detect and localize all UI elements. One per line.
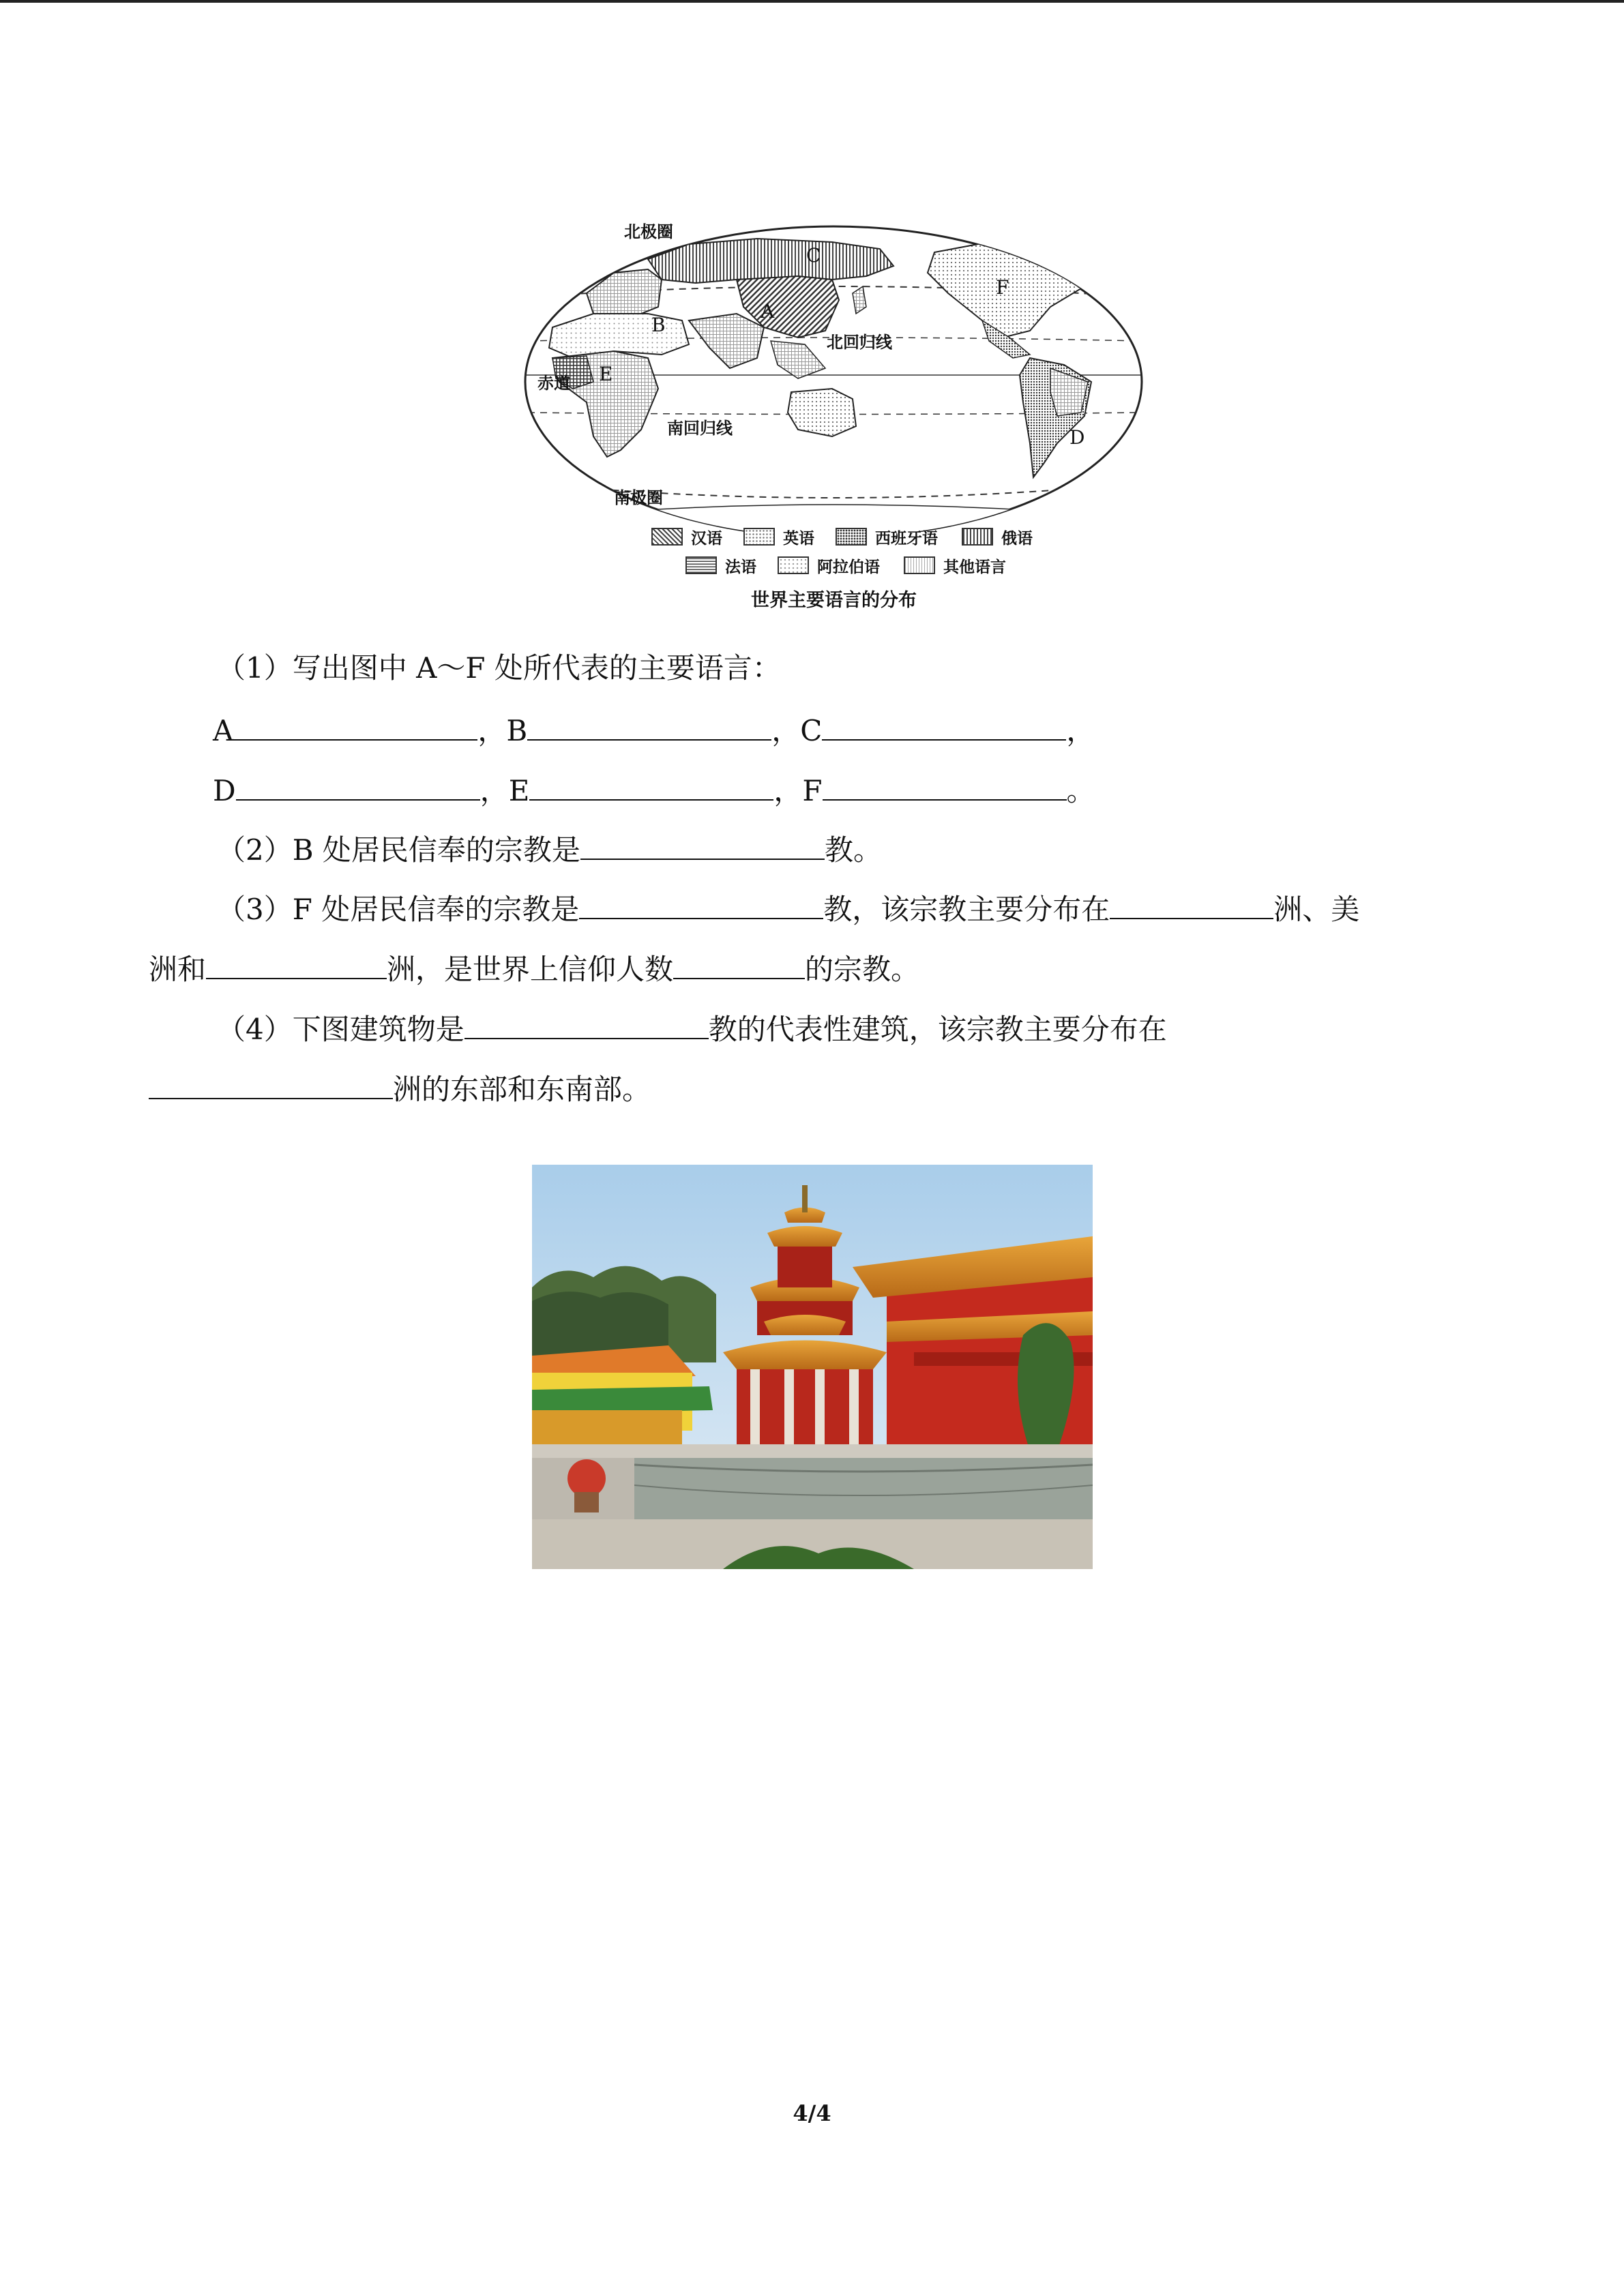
- map-letter-d: D: [1069, 426, 1085, 449]
- legend-item: 俄语: [962, 525, 1033, 548]
- map-letter-e: E: [599, 363, 613, 385]
- answer-blank-q2-religion[interactable]: [580, 829, 825, 860]
- antarctic-circle-label: 南极圈: [614, 488, 663, 507]
- legend-item: 法语: [685, 554, 756, 577]
- arctic-circle-label: 北极圈: [624, 222, 673, 241]
- map-letter-b: B: [651, 314, 666, 336]
- map-letter-a: A: [761, 300, 775, 323]
- answer-blank-c[interactable]: [822, 709, 1066, 741]
- question-1-prompt: （1）写出图中 A～F 处所代表的主要语言：: [217, 651, 781, 685]
- answer-blank-b[interactable]: [527, 709, 771, 741]
- answer-blank-a[interactable]: [233, 709, 477, 741]
- equator-label: 赤道: [537, 373, 570, 393]
- question-2: （2）B 处居民信奉的宗教是 教。: [217, 829, 882, 871]
- answer-blank-q3-continent-2[interactable]: [206, 948, 387, 979]
- question-3-line-2: 洲和 洲，是世界上信仰人数 的宗教。: [149, 948, 919, 990]
- question-1-row-2: D ，E ，F 。: [213, 769, 1095, 811]
- legend-item: 英语: [743, 525, 814, 548]
- legend-item: 西班牙语: [836, 525, 938, 548]
- tropic-of-capricorn-label: 南回归线: [667, 418, 733, 438]
- answer-blank-q3-religion[interactable]: [579, 888, 823, 919]
- answer-blank-q4-religion[interactable]: [464, 1008, 709, 1039]
- world-language-map-figure: [512, 211, 1156, 621]
- question-3-line-1: （3）F 处居民信奉的宗教是 教，该宗教主要分布在 洲、美: [217, 888, 1359, 930]
- answer-blank-f[interactable]: [823, 769, 1067, 801]
- page-number: 4/4: [793, 2100, 831, 2126]
- question-4-line-1: （4）下图建筑物是 教的代表性建筑，该宗教主要分布在: [217, 1008, 1167, 1050]
- map-letter-f: F: [996, 276, 1009, 299]
- answer-blank-e[interactable]: [529, 769, 773, 801]
- answer-blank-d[interactable]: [236, 769, 480, 801]
- legend-item: 阿拉伯语: [778, 554, 880, 577]
- top-border: [0, 0, 1624, 3]
- map-legend: [512, 525, 1156, 593]
- legend-item: 其他语言: [904, 554, 1006, 577]
- map-caption: 世界主要语言的分布: [751, 590, 917, 611]
- question-4-line-2: 洲的东部和东南部。: [149, 1068, 651, 1110]
- buddhist-temple-photo: [532, 1165, 1093, 1569]
- answer-blank-q3-continent-1[interactable]: [1110, 888, 1273, 919]
- answer-blank-q4-continent[interactable]: [149, 1068, 393, 1099]
- map-letter-c: C: [806, 244, 821, 267]
- tropic-of-cancer-label: 北回归线: [827, 332, 892, 352]
- question-1-row-1: A ，B ，C ，: [213, 709, 1095, 751]
- answer-blank-q3-rank[interactable]: [673, 948, 805, 979]
- legend-item: 汉语: [651, 525, 722, 548]
